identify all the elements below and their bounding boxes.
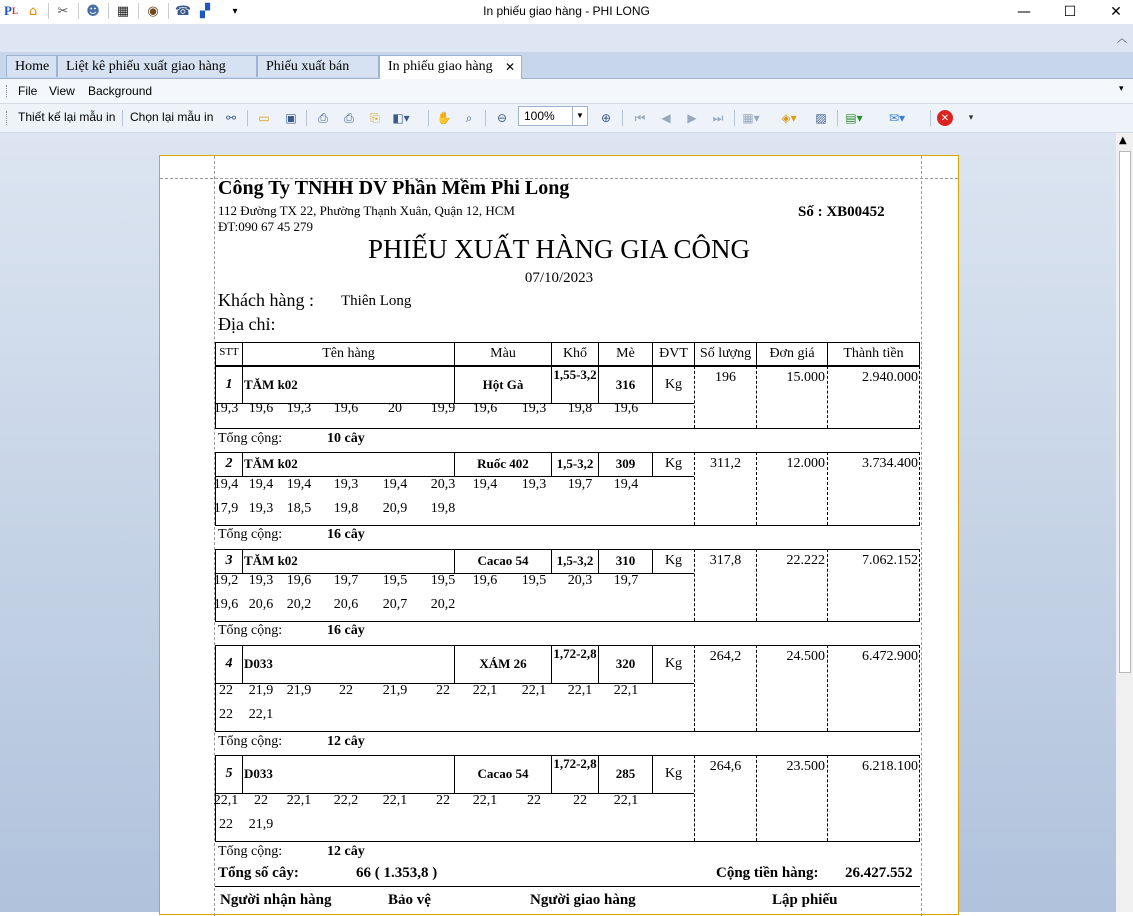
table-header-cell: Số lượng bbox=[699, 346, 752, 361]
item-unit: Kg bbox=[664, 656, 683, 671]
binoculars-icon[interactable]: ⚯ bbox=[225, 111, 237, 125]
item-name: TĂM k02 bbox=[244, 377, 298, 392]
table-border bbox=[242, 452, 243, 476]
tab-label: Home bbox=[15, 59, 50, 74]
menu-background[interactable]: Background bbox=[88, 84, 153, 98]
measurement-value: 22,1 bbox=[286, 793, 312, 808]
redesign-template-button[interactable]: Thiết kế lại mẫu in bbox=[18, 110, 116, 124]
vertical-scrollbar[interactable] bbox=[1116, 133, 1133, 912]
measurement-value: 22 bbox=[254, 793, 268, 808]
money-total-value: 26.427.552 bbox=[845, 865, 913, 881]
minimize-button[interactable]: — bbox=[1017, 4, 1031, 20]
table-border bbox=[919, 342, 920, 366]
measurement-value: 22 bbox=[339, 683, 353, 698]
item-unit: Kg bbox=[664, 456, 683, 471]
magnifier-icon[interactable]: ⌕ bbox=[465, 110, 473, 125]
item-price: 23.500 bbox=[786, 759, 825, 774]
measurement-value: 20,3 bbox=[430, 477, 456, 492]
measurement-value: 19,3 bbox=[521, 477, 547, 492]
measurement-value: 20,6 bbox=[248, 597, 274, 612]
table-border bbox=[919, 645, 920, 731]
measurement-value: 19,8 bbox=[567, 401, 593, 416]
measurement-value: 20,3 bbox=[567, 573, 593, 588]
page-setup-icon[interactable]: ⎙ bbox=[318, 110, 328, 125]
document-title: PHIẾU XUẤT HÀNG GIA CÔNG bbox=[368, 234, 750, 264]
choose-template-button[interactable]: Chọn lại mẫu in bbox=[130, 110, 214, 124]
menu-overflow-icon[interactable]: ▾ bbox=[1119, 83, 1124, 93]
company-address: 112 Đường TX 22, Phường Thạnh Xuân, Quận 12, HCM bbox=[218, 203, 515, 218]
item-qty: 317,8 bbox=[709, 553, 742, 568]
measurement-value: 19,6 bbox=[472, 573, 498, 588]
item-unit: Kg bbox=[664, 553, 683, 568]
measurement-value: 19,3 bbox=[248, 501, 274, 516]
measurement-value: 19,5 bbox=[382, 573, 408, 588]
measurement-value: 22,1 bbox=[521, 683, 547, 698]
slip-number: Số : XB00452 bbox=[798, 204, 885, 220]
item-total-label: Tổng cộng: bbox=[218, 844, 283, 859]
item-size: 1,5-3,2 bbox=[556, 456, 594, 471]
item-qty: 311,2 bbox=[710, 456, 741, 471]
measurement-value: 22 bbox=[527, 793, 541, 808]
item-me: 310 bbox=[615, 553, 636, 568]
color-icon[interactable]: ◈▾ bbox=[781, 111, 797, 125]
table-header-cell: Đơn giá bbox=[769, 346, 815, 361]
separator bbox=[306, 110, 307, 126]
separator bbox=[428, 110, 429, 126]
tab-label: In phiếu giao hàng bbox=[388, 59, 493, 74]
grip bbox=[6, 85, 9, 97]
customer-name: Thiên Long bbox=[341, 293, 412, 309]
dropdown-icon[interactable]: ▾ bbox=[232, 5, 238, 17]
export-icon[interactable]: ◧▾ bbox=[392, 111, 410, 125]
zoom-out-icon[interactable]: ⊖ bbox=[496, 111, 508, 125]
item-stt: 3 bbox=[225, 553, 233, 568]
item-color: Cacao 54 bbox=[477, 766, 529, 781]
measurement-value: 22,1 bbox=[213, 793, 239, 808]
item-total-label: Tổng cộng: bbox=[218, 431, 283, 446]
separator bbox=[247, 110, 248, 126]
table-border bbox=[242, 549, 243, 573]
table-border bbox=[215, 452, 920, 453]
measurement-value: 19,9 bbox=[430, 401, 456, 416]
item-qty: 264,2 bbox=[709, 649, 742, 664]
save-icon[interactable]: ▣ bbox=[285, 111, 297, 125]
measurement-value: 22,1 bbox=[382, 793, 408, 808]
item-stt: 2 bbox=[225, 456, 233, 471]
chevron-down-icon[interactable]: ▼ bbox=[572, 107, 587, 125]
divider bbox=[215, 886, 920, 887]
zoom-value: 100% bbox=[524, 109, 555, 123]
address-label: Địa chỉ: bbox=[218, 314, 276, 334]
item-total-value: 12 cây bbox=[327, 734, 365, 749]
item-name: TĂM k02 bbox=[244, 553, 298, 568]
measurement-value: 19,7 bbox=[613, 573, 639, 588]
table-border bbox=[242, 366, 243, 403]
measurement-value: 19,4 bbox=[472, 477, 498, 492]
measurement-value: 22 bbox=[573, 793, 587, 808]
table-border bbox=[215, 525, 920, 526]
item-price: 22.222 bbox=[786, 553, 825, 568]
measurement-value: 20,6 bbox=[333, 597, 359, 612]
title-bar bbox=[0, 0, 1133, 24]
separator bbox=[734, 110, 735, 126]
table-border bbox=[919, 452, 920, 525]
measurement-value: 19,4 bbox=[248, 477, 274, 492]
grand-total-label: Tổng số cây: bbox=[218, 865, 299, 881]
tab-close-icon[interactable]: ✕ bbox=[504, 60, 515, 74]
grip bbox=[6, 111, 9, 125]
measurement-value: 19,5 bbox=[430, 573, 456, 588]
table-border bbox=[215, 841, 920, 842]
separator bbox=[622, 110, 623, 126]
measurement-value: 19,3 bbox=[521, 401, 547, 416]
item-unit: Kg bbox=[664, 377, 683, 392]
print-icon[interactable]: ⎙ bbox=[344, 110, 354, 125]
item-amount: 6.218.100 bbox=[862, 759, 918, 774]
measurement-value: 22 bbox=[219, 683, 233, 698]
measurement-value: 19,7 bbox=[567, 477, 593, 492]
measurement-value: 22 bbox=[219, 817, 233, 832]
table-border bbox=[919, 755, 920, 841]
measurement-value: 19,6 bbox=[248, 401, 274, 416]
last-page-icon[interactable]: ⏭ bbox=[712, 110, 724, 125]
measurement-value: 22,1 bbox=[567, 683, 593, 698]
multi-page-icon[interactable]: ▦▾ bbox=[742, 111, 760, 125]
measurement-value: 22 bbox=[219, 707, 233, 722]
table-header-cell: Tên hàng bbox=[322, 346, 375, 361]
separator bbox=[485, 110, 486, 126]
next-page-icon[interactable]: ▶ bbox=[687, 111, 697, 125]
item-me: 309 bbox=[615, 456, 636, 471]
item-qty: 196 bbox=[715, 370, 736, 385]
window-icon[interactable]: ▞ bbox=[200, 3, 210, 19]
measurement-value: 19,6 bbox=[472, 401, 498, 416]
measurement-value: 21,9 bbox=[286, 683, 312, 698]
measurement-value: 19,7 bbox=[333, 573, 359, 588]
users-icon[interactable]: ☻ bbox=[86, 3, 100, 19]
table-border bbox=[215, 342, 920, 343]
table-border bbox=[215, 428, 920, 429]
table-header-cell: ĐVT bbox=[659, 346, 688, 361]
item-me: 316 bbox=[615, 377, 636, 392]
measurement-value: 19,3 bbox=[333, 477, 359, 492]
ribbon-expand-icon[interactable]: ︿ bbox=[1117, 34, 1127, 45]
toolbar-overflow-icon[interactable]: ▾ bbox=[968, 113, 974, 123]
tab-home[interactable] bbox=[6, 55, 57, 77]
eye-icon[interactable]: ◉ bbox=[147, 3, 159, 19]
first-page-icon[interactable]: ⏮ bbox=[634, 110, 646, 125]
table-border bbox=[215, 621, 920, 622]
measurement-value: 19,6 bbox=[333, 401, 359, 416]
phone-icon[interactable]: ☎ bbox=[174, 3, 192, 19]
company-phone: ĐT:090 67 45 279 bbox=[218, 219, 314, 234]
table-border bbox=[919, 549, 920, 621]
table-header-cell: Màu bbox=[490, 346, 516, 361]
signature-guard: Bảo vệ bbox=[388, 892, 431, 908]
measurement-value: 22,1 bbox=[613, 793, 639, 808]
item-me: 285 bbox=[615, 766, 636, 781]
measurement-value: 22,1 bbox=[248, 707, 274, 722]
measurement-value: 19,6 bbox=[213, 597, 239, 612]
watermark-icon[interactable]: ▨ bbox=[815, 111, 827, 125]
measurement-value: 20,7 bbox=[382, 597, 408, 612]
item-color: XÁM 26 bbox=[479, 656, 527, 671]
measurement-value: 18,5 bbox=[286, 501, 312, 516]
menu-view[interactable]: View bbox=[49, 84, 75, 98]
table-border bbox=[215, 731, 920, 732]
menu-bar bbox=[0, 79, 1133, 104]
measurement-value: 19,3 bbox=[248, 573, 274, 588]
signature-receiver: Người nhận hàng bbox=[220, 892, 332, 908]
item-amount: 2.940.000 bbox=[862, 370, 918, 385]
item-total-value: 16 cây bbox=[327, 623, 365, 638]
item-color: Ruốc 402 bbox=[477, 456, 529, 471]
app-logo-icon[interactable]: P L bbox=[4, 3, 18, 18]
menu-file[interactable]: File bbox=[18, 84, 38, 98]
measurement-value: 22,1 bbox=[472, 793, 498, 808]
item-total-value: 16 cây bbox=[327, 527, 365, 542]
item-unit: Kg bbox=[664, 766, 683, 781]
company-name: Công Ty TNHH DV Phần Mềm Phi Long bbox=[218, 177, 570, 199]
item-size: 1,5-3,2 bbox=[556, 553, 594, 568]
separator bbox=[837, 110, 838, 126]
item-size: 1,72-2,8 bbox=[553, 646, 597, 661]
item-me: 320 bbox=[615, 656, 636, 671]
tab-label: Phiếu xuất bán bbox=[266, 59, 350, 74]
measurement-value: 20,9 bbox=[382, 501, 408, 516]
item-amount: 7.062.152 bbox=[862, 553, 918, 568]
item-name: D033 bbox=[244, 766, 273, 781]
tools-icon[interactable]: ✂ bbox=[57, 3, 69, 19]
export-file-icon[interactable]: ▤▾ bbox=[845, 111, 863, 125]
zoom-in-icon[interactable]: ⊕ bbox=[600, 111, 612, 125]
item-qty: 264,6 bbox=[709, 759, 742, 774]
signature-creator: Lập phiếu bbox=[772, 892, 838, 908]
measurement-value: 20,2 bbox=[286, 597, 312, 612]
tab-print-delivery[interactable] bbox=[379, 55, 522, 79]
money-total-label: Cộng tiền hàng: bbox=[716, 865, 819, 881]
item-total-label: Tổng cộng: bbox=[218, 734, 283, 749]
scroll-thumb[interactable] bbox=[1119, 151, 1131, 673]
item-total-label: Tổng cộng: bbox=[218, 623, 283, 638]
measurement-value: 19,2 bbox=[213, 573, 239, 588]
previous-page-icon[interactable]: ◀ bbox=[661, 111, 671, 125]
item-total-label: Tổng cộng: bbox=[218, 527, 283, 542]
measurement-value: 19,8 bbox=[333, 501, 359, 516]
item-name: D033 bbox=[244, 656, 273, 671]
measurement-value: 17,9 bbox=[213, 501, 239, 516]
table-border bbox=[242, 755, 243, 793]
zoom-select[interactable] bbox=[518, 106, 588, 126]
measurement-value: 19,4 bbox=[613, 477, 639, 492]
maximize-button[interactable]: ☐ bbox=[1063, 4, 1077, 20]
item-price: 24.500 bbox=[786, 649, 825, 664]
close-preview-icon[interactable]: ✕ bbox=[937, 110, 953, 126]
scroll-up-icon[interactable]: ▲ bbox=[1119, 135, 1127, 146]
separator bbox=[930, 110, 931, 126]
separator bbox=[122, 110, 123, 126]
home-icon[interactable]: ⌂ bbox=[28, 3, 38, 19]
measurement-value: 19,6 bbox=[613, 401, 639, 416]
document-tabs bbox=[0, 52, 1133, 79]
item-amount: 3.734.400 bbox=[862, 456, 918, 471]
table-header-cell: Thành tiền bbox=[843, 346, 904, 361]
measurement-value: 19,8 bbox=[430, 501, 456, 516]
clapper-icon[interactable]: ▦ bbox=[116, 3, 130, 19]
measurement-value: 21,9 bbox=[382, 683, 408, 698]
hand-tool-icon[interactable]: ✋ bbox=[436, 111, 452, 125]
measurement-value: 19,4 bbox=[382, 477, 408, 492]
measurement-value: 19,4 bbox=[213, 477, 239, 492]
item-stt: 1 bbox=[225, 377, 233, 392]
email-icon[interactable]: ✉▾ bbox=[888, 111, 906, 125]
item-color: Cacao 54 bbox=[477, 553, 529, 568]
document-date: 07/10/2023 bbox=[524, 270, 594, 286]
item-price: 15.000 bbox=[786, 370, 825, 385]
ribbon-collapsed bbox=[0, 24, 1133, 52]
item-stt: 4 bbox=[225, 656, 233, 671]
measurement-value: 20 bbox=[388, 401, 402, 416]
tab-label: Liệt kê phiếu xuất giao hàng bbox=[66, 59, 226, 74]
items-table bbox=[213, 342, 920, 859]
measurement-value: 19,3 bbox=[213, 401, 239, 416]
table-border bbox=[215, 366, 216, 429]
customer-label: Khách hàng : bbox=[218, 290, 314, 310]
measurement-value: 22,2 bbox=[333, 793, 359, 808]
grand-total-value: 66 ( 1.353,8 ) bbox=[356, 865, 438, 881]
report-page bbox=[159, 155, 959, 915]
window-title: In phiếu giao hàng - PHI LONG bbox=[483, 4, 650, 18]
table-header-cell: Mè bbox=[616, 346, 635, 361]
item-price: 12.000 bbox=[786, 456, 825, 471]
signature-deliverer: Người giao hàng bbox=[530, 892, 636, 908]
measurement-value: 19,3 bbox=[286, 401, 312, 416]
table-border bbox=[242, 645, 243, 683]
measurement-value: 19,6 bbox=[286, 573, 312, 588]
measurement-value: 19,4 bbox=[286, 477, 312, 492]
measurement-value: 19,5 bbox=[521, 573, 547, 588]
quick-print-icon[interactable]: ⎘ bbox=[370, 110, 380, 125]
item-size: 1,72-2,8 bbox=[553, 756, 597, 771]
item-amount: 6.472.900 bbox=[862, 649, 918, 664]
table-border bbox=[919, 366, 920, 428]
table-border bbox=[215, 549, 920, 550]
measurement-value: 22 bbox=[436, 793, 450, 808]
measurement-value: 21,9 bbox=[248, 683, 274, 698]
item-total-value: 10 cây bbox=[327, 431, 365, 446]
item-stt: 5 bbox=[225, 766, 233, 781]
measurement-value: 22,1 bbox=[472, 683, 498, 698]
measurement-value: 22 bbox=[436, 683, 450, 698]
item-name: TĂM k02 bbox=[244, 456, 298, 471]
item-size: 1,55-3,2 bbox=[553, 367, 597, 382]
close-button[interactable]: ✕ bbox=[1110, 4, 1122, 20]
item-total-value: 12 cây bbox=[327, 844, 365, 859]
table-header-cell: STT bbox=[219, 346, 239, 358]
measurement-value: 22,1 bbox=[613, 683, 639, 698]
open-folder-icon[interactable]: ▭ bbox=[258, 111, 270, 125]
measurement-value: 20,2 bbox=[430, 597, 456, 612]
item-color: Hột Gà bbox=[482, 377, 524, 392]
tab-delivery-list[interactable] bbox=[57, 55, 257, 77]
table-header-cell: Khổ bbox=[562, 346, 588, 361]
tab-sales-slip[interactable] bbox=[257, 55, 379, 77]
measurement-value: 21,9 bbox=[248, 817, 274, 832]
